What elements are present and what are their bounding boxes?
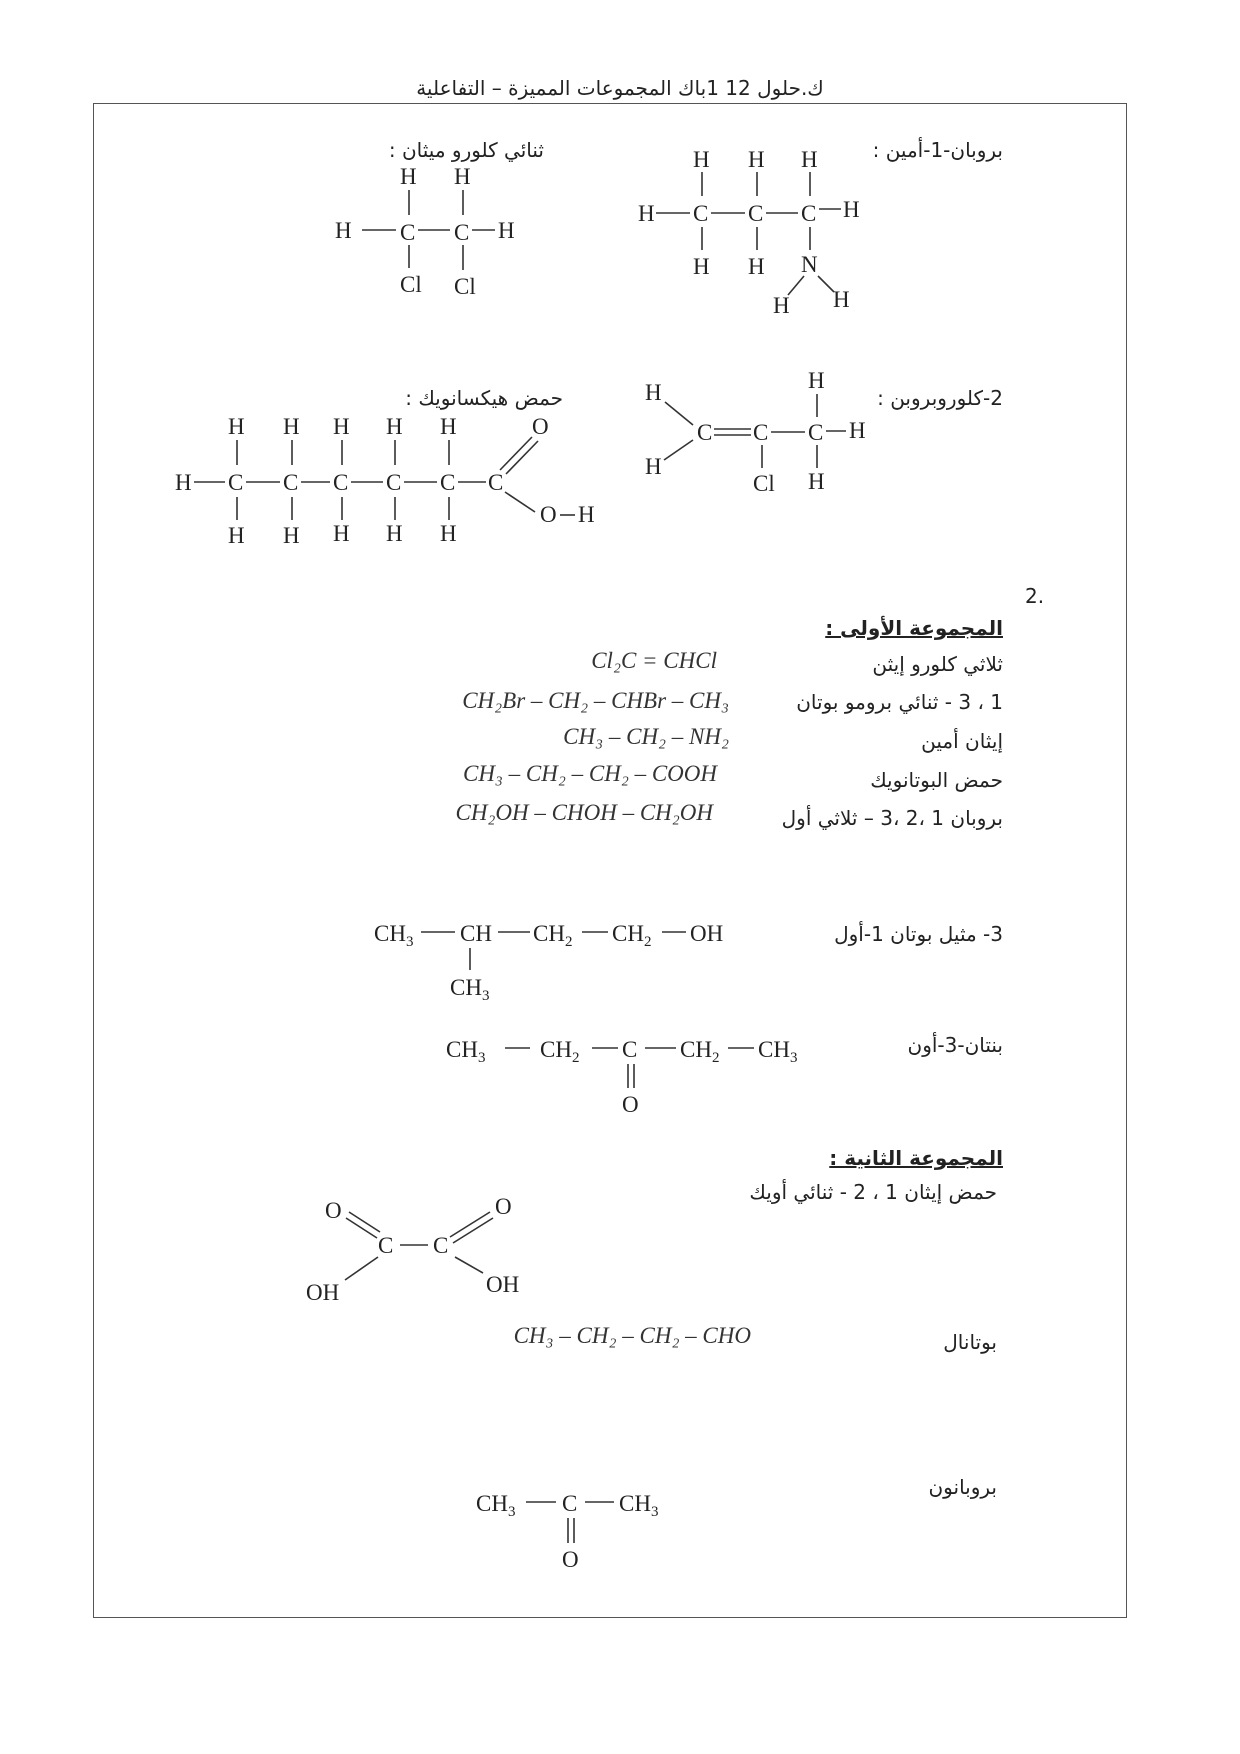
group1-formula: Cl₂C = CHCl bbox=[591, 648, 717, 673]
svg-text:H: H bbox=[400, 164, 417, 189]
svg-text:C: C bbox=[378, 1233, 394, 1258]
svg-text:CH2: $CH_2$ bbox=[533, 921, 573, 950]
svg-text:OH: OH bbox=[486, 1272, 520, 1297]
svg-text:H: H bbox=[228, 414, 245, 439]
2-chloropropene-structure-icon bbox=[640, 365, 880, 505]
svg-text:H: H bbox=[333, 521, 350, 546]
svg-text:H: H bbox=[748, 147, 765, 172]
svg-text:H: H bbox=[228, 523, 245, 548]
svg-text:H: H bbox=[498, 218, 515, 243]
dichloro-label: ثنائي كلورو ميثان : bbox=[388, 138, 544, 162]
svg-text:H: H bbox=[386, 414, 403, 439]
svg-text:H: H bbox=[849, 418, 866, 443]
page-header: ك.حلول 12 1باك المجموعات المميزة – التفاعلية bbox=[416, 76, 824, 100]
svg-text:H: H bbox=[335, 218, 352, 243]
dichloro-structure-icon bbox=[330, 160, 530, 300]
group1-formula: CH₃ – CH₂ – CH₂ – COOH bbox=[462, 761, 717, 786]
svg-text:H: H bbox=[808, 469, 825, 494]
svg-text:C: C bbox=[440, 470, 456, 495]
group2-title: المجموعة الثانية : bbox=[829, 1146, 1003, 1170]
butanal-formula: CH₃ – CH₂ – CH₂ – CHO bbox=[513, 1323, 751, 1348]
svg-text:OH: OH bbox=[690, 921, 724, 946]
svg-text:H: H bbox=[175, 470, 192, 495]
svg-text:H: H bbox=[440, 521, 457, 546]
group1-name: بروبان 1 ،2 ،3 – ثلاثي أول bbox=[781, 806, 1003, 830]
svg-text:CH3: $CH_3$ bbox=[374, 921, 414, 950]
svg-text:CH2: $CH_2$ bbox=[540, 1037, 580, 1066]
group1-name: 1 ، 3 - ثنائي برومو بوتان bbox=[796, 690, 1003, 714]
propanone-label: بروبانون bbox=[928, 1475, 997, 1499]
methylbutanol-label: 3- مثيل بوتان 1-أول bbox=[834, 922, 1003, 946]
question-number: 2. bbox=[1025, 584, 1045, 608]
ethanedioic-acid-structure-icon bbox=[300, 1190, 550, 1310]
svg-text:O: O bbox=[540, 502, 557, 527]
svg-text:CH3: $CH_3$ bbox=[619, 1491, 659, 1520]
svg-text:Cl: Cl bbox=[454, 274, 476, 299]
svg-text:H: H bbox=[386, 521, 403, 546]
svg-text:CH2: $CH_2$ bbox=[612, 921, 652, 950]
svg-text:H: H bbox=[693, 254, 710, 279]
svg-text:C: C bbox=[753, 420, 769, 445]
svg-text:O: O bbox=[495, 1194, 512, 1219]
svg-text:C: C bbox=[454, 220, 470, 245]
svg-text:C: C bbox=[697, 420, 713, 445]
svg-text:H: H bbox=[693, 147, 710, 172]
svg-text:CH2: $CH_2$ bbox=[680, 1037, 720, 1066]
svg-text:C: C bbox=[622, 1037, 638, 1062]
svg-text:C: C bbox=[808, 420, 824, 445]
svg-text:O: O bbox=[325, 1198, 342, 1223]
group1-formula: CH₂OH – CHOH – CH₂OH bbox=[455, 800, 713, 825]
group1-title: المجموعة الأولى : bbox=[825, 616, 1003, 640]
group1-name: إيثان أمين bbox=[921, 729, 1003, 753]
svg-text:C: C bbox=[386, 470, 402, 495]
svg-text:H: H bbox=[843, 197, 860, 222]
butanal-label: بوتانال bbox=[943, 1330, 997, 1354]
3-methylbutan-1-ol-structure-icon bbox=[370, 910, 730, 1010]
svg-text:C: C bbox=[433, 1233, 449, 1258]
svg-text:H: H bbox=[578, 502, 595, 527]
propan-1-amine-structure-icon bbox=[630, 145, 880, 325]
svg-text:C: C bbox=[488, 470, 504, 495]
svg-text:OH: OH bbox=[306, 1280, 340, 1305]
svg-text:C: C bbox=[283, 470, 299, 495]
svg-text:O: O bbox=[532, 414, 549, 439]
svg-text:O: O bbox=[562, 1547, 579, 1572]
svg-text:CH: CH bbox=[460, 921, 492, 946]
svg-text:O: O bbox=[622, 1092, 639, 1117]
svg-text:C: C bbox=[748, 201, 764, 226]
group1-formula: CH₂Br – CH₂ – CHBr – CH₃ bbox=[462, 688, 729, 713]
content-frame bbox=[93, 103, 1127, 1618]
svg-text:H: H bbox=[773, 293, 790, 318]
propanone-structure-icon bbox=[470, 1470, 700, 1580]
svg-text:CH3: $CH_3$ bbox=[450, 975, 490, 1004]
svg-text:CH3: $CH_3$ bbox=[446, 1037, 486, 1066]
svg-text:H: H bbox=[801, 147, 818, 172]
svg-text:Cl: Cl bbox=[400, 272, 422, 297]
svg-text:C: C bbox=[228, 470, 244, 495]
svg-text:H: H bbox=[645, 454, 662, 479]
svg-text:H: H bbox=[283, 414, 300, 439]
svg-text:C: C bbox=[693, 201, 709, 226]
svg-text:H: H bbox=[454, 164, 471, 189]
svg-text:H: H bbox=[440, 414, 457, 439]
svg-text:C: C bbox=[400, 220, 416, 245]
svg-text:H: H bbox=[283, 523, 300, 548]
svg-text:C: C bbox=[333, 470, 349, 495]
propanamine-label: بروبان-1-أمين : bbox=[872, 138, 1003, 162]
svg-text:Cl: Cl bbox=[753, 471, 775, 496]
svg-text:N: N bbox=[801, 252, 818, 277]
group1-name: ثلاثي كلورو إيثن bbox=[872, 652, 1003, 676]
svg-text:CH3: $CH_3$ bbox=[476, 1491, 516, 1520]
svg-text:H: H bbox=[638, 201, 655, 226]
chloropropene-label: 2-كلوروبروبن : bbox=[877, 386, 1003, 410]
svg-text:H: H bbox=[645, 380, 662, 405]
svg-text:C: C bbox=[562, 1491, 578, 1516]
ethanedioic-label: حمض إيثان 1 ، 2 - ثنائي أويك bbox=[749, 1180, 997, 1204]
group1-formula: CH₃ – CH₂ – NH₂ bbox=[563, 724, 729, 749]
svg-text:C: C bbox=[801, 201, 817, 226]
svg-text:H: H bbox=[748, 254, 765, 279]
group1-name: حمض البوتانويك bbox=[870, 768, 1003, 792]
hexanoic-acid-structure-icon bbox=[170, 410, 610, 550]
hexanoic-label: حمض هيكسانويك : bbox=[405, 386, 563, 410]
pentanone-label: بنتان-3-أون bbox=[907, 1033, 1003, 1057]
svg-text:H: H bbox=[833, 287, 850, 312]
svg-text:H: H bbox=[808, 368, 825, 393]
pentan-3-one-structure-icon bbox=[440, 1020, 820, 1120]
svg-text:CH3: $CH_3$ bbox=[758, 1037, 798, 1066]
svg-text:H: H bbox=[333, 414, 350, 439]
